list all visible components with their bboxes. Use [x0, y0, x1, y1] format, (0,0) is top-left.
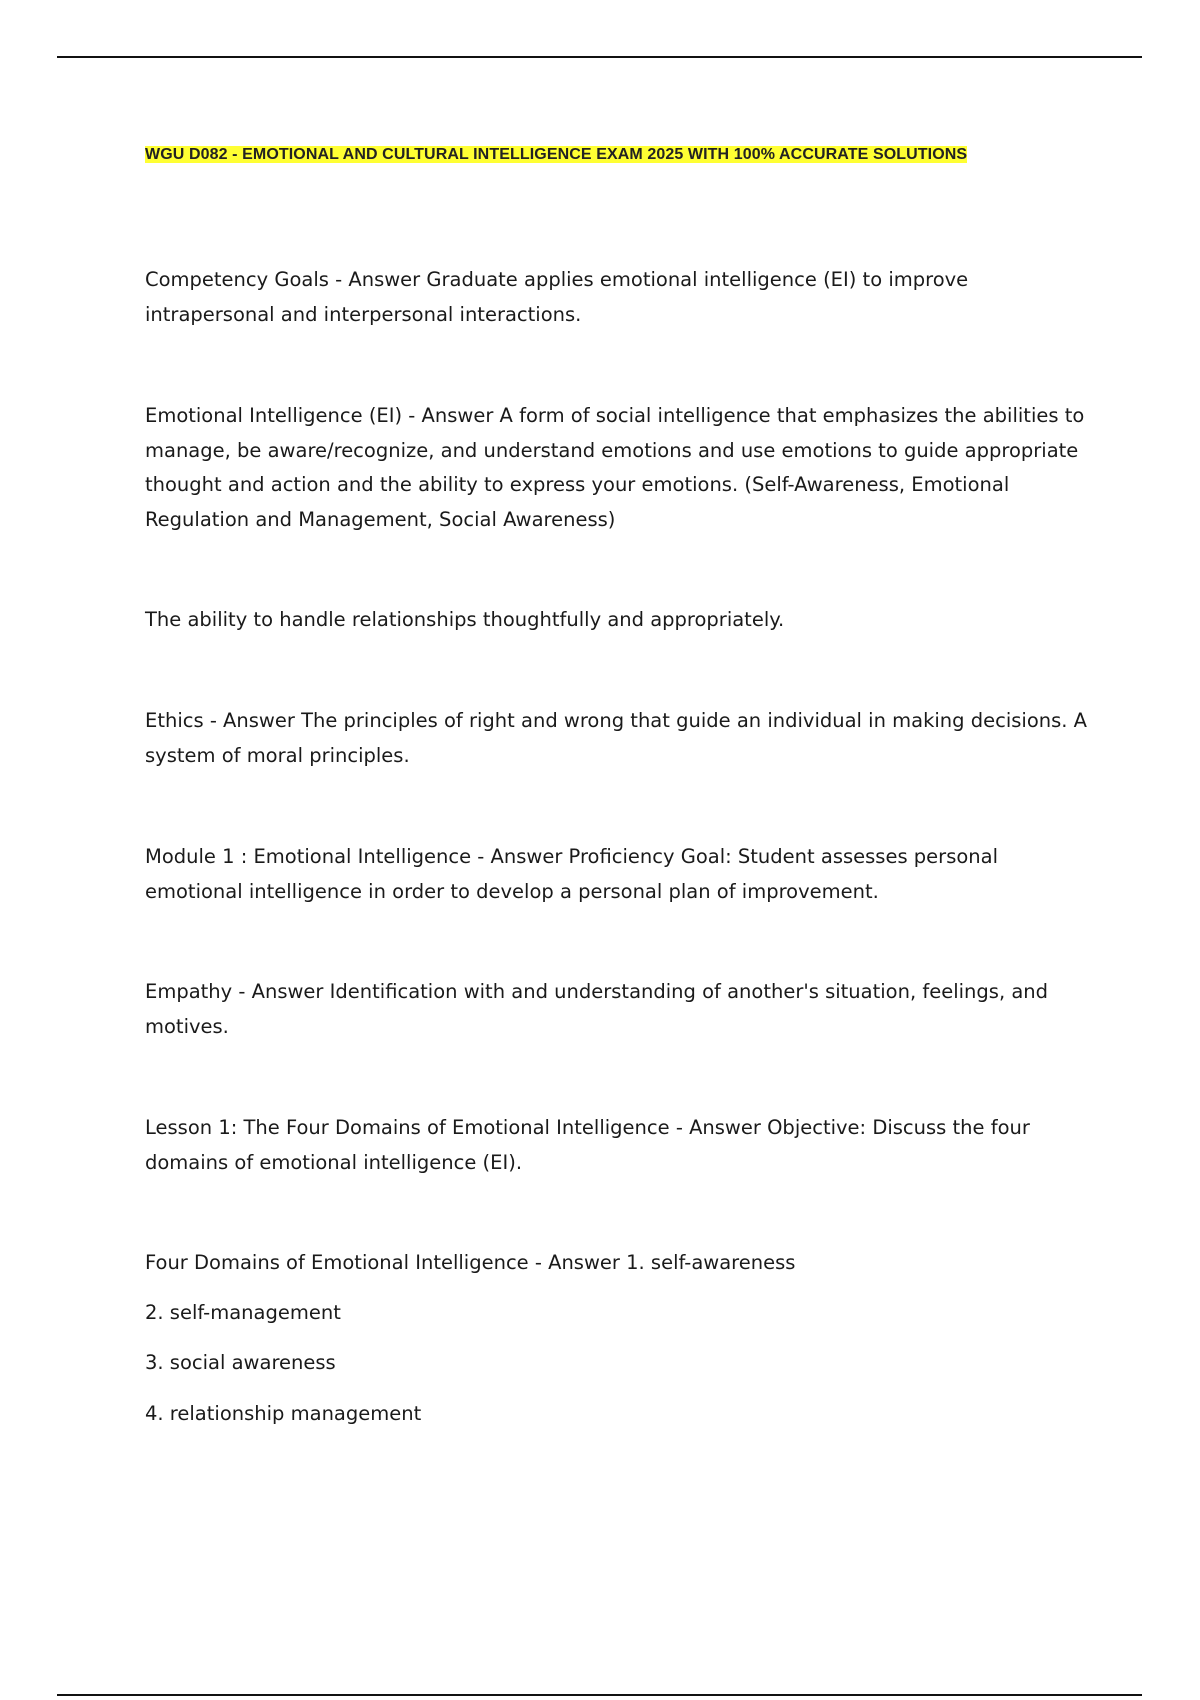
bottom-divider	[57, 1694, 1142, 1696]
entry-emotional-intelligence: Emotional Intelligence (EI) - Answer A form of social intelligence that emphasizes the abilities to manage, be aware/recognize, and understand emotions and use emotions to guide appropriate thought and action and the ability to express your emotions. (Self-Awareness, Emotional Regulation and Management, Social Awareness)	[145, 404, 1085, 531]
list-item: 2. self-management	[145, 1301, 341, 1324]
entry-ethics: Ethics - Answer The principles of right and wrong that guide an individual in making decisions. A system of moral principles.	[145, 709, 1088, 767]
entry-empathy: Empathy - Answer Identification with and understanding of another's situation, feelings, and motives.	[145, 980, 1049, 1038]
entry-module-1: Module 1 : Emotional Intelligence - Answer Proficiency Goal: Student assesses personal emotional intelligence in order to develop a personal plan of improvement.	[145, 845, 999, 903]
entry-lesson-1: Lesson 1: The Four Domains of Emotional Intelligence - Answer Objective: Discuss the four domains of emotional intelligence (EI).	[145, 1116, 1030, 1174]
top-divider	[57, 56, 1142, 58]
entry-relationships: The ability to handle relationships thoughtfully and appropriately.	[145, 608, 785, 631]
entry-competency-goals: Competency Goals - Answer Graduate applies emotional intelligence (EI) to improve intrapersonal and interpersonal interactions.	[145, 268, 969, 326]
entry-four-domains: Four Domains of Emotional Intelligence - Answer 1. self-awareness	[145, 1251, 796, 1274]
list-item: 4. relationship management	[145, 1402, 422, 1425]
list-item: 3. social awareness	[145, 1351, 336, 1374]
document-title: WGU D082 - EMOTIONAL AND CULTURAL INTELLIGENCE EXAM 2025 WITH 100% ACCURATE SOLUTIONS	[145, 146, 968, 163]
document-title-block	[145, 144, 1125, 166]
